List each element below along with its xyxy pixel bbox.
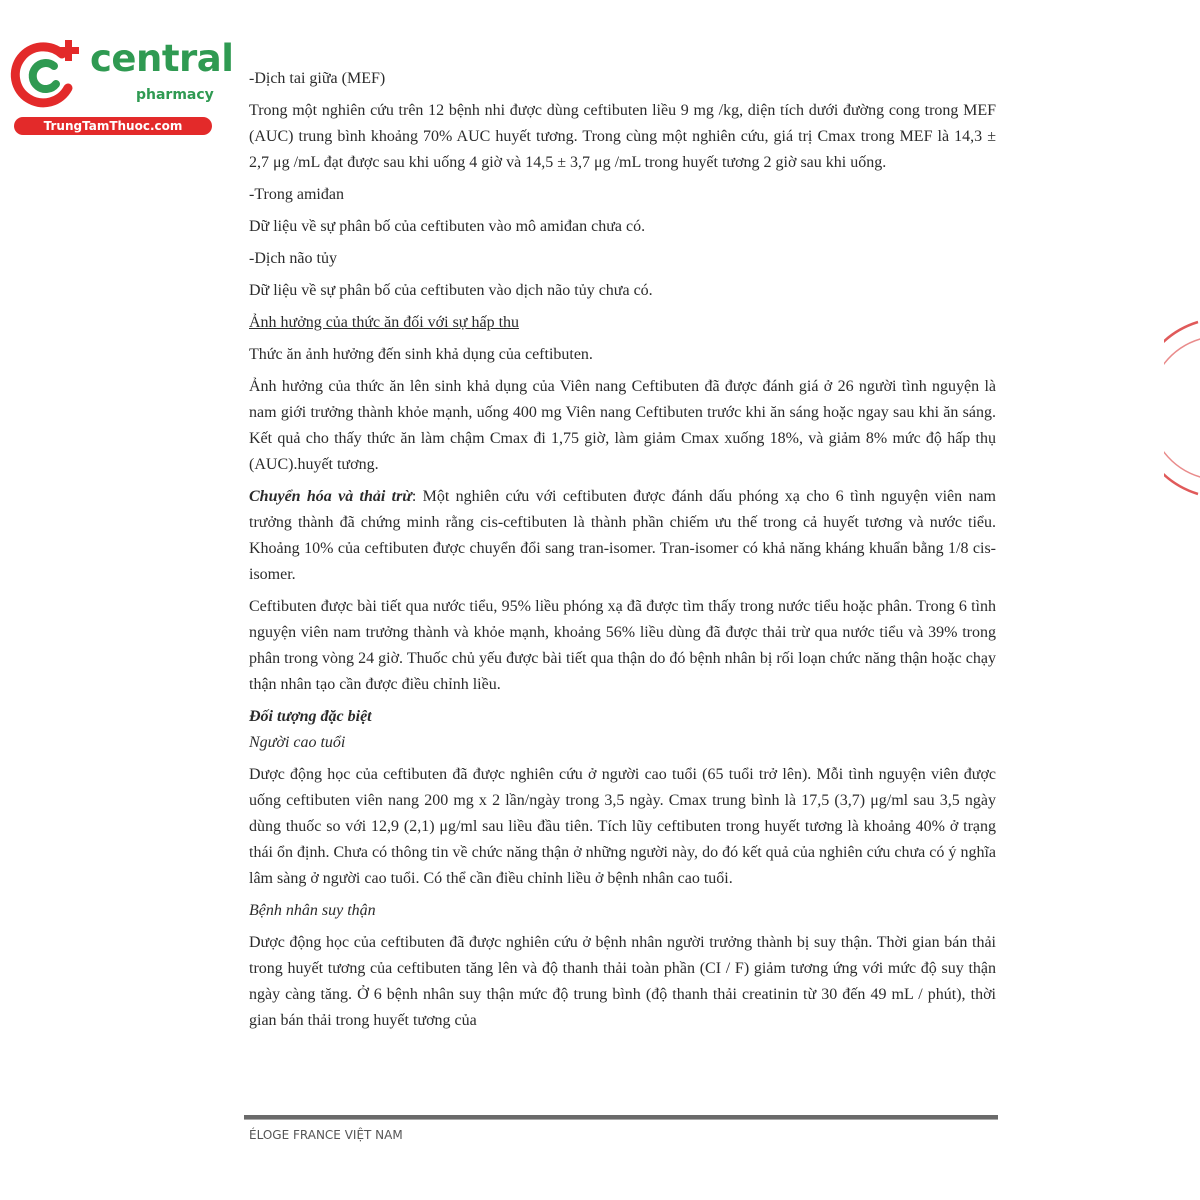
section-csf-heading: -Dịch não tủy [249, 250, 337, 267]
central-pharmacy-logo [10, 37, 234, 138]
logo-subtitle: pharmacy [136, 87, 214, 103]
paragraph-metabolism [249, 484, 996, 588]
subsection-elderly-heading: Người cao tuổi [249, 734, 346, 751]
pharmacy-logo-icon [10, 40, 88, 112]
document-body [249, 66, 996, 1034]
section-mef-heading: -Dịch tai giữa (MEF) [249, 70, 386, 87]
section-special-populations-heading: Đối tượng đặc biệt [249, 708, 372, 725]
paragraph-excretion: Ceftibuten được bài tiết qua nước tiểu, 95% liều phóng xạ đã được tìm thấy trong nước tiểu hoặc phân. Trong 6 tình nguyện viên nam trưởng thành và khỏe mạnh, khoảng 56% liều dùng đã được thải trừ qua nước tiểu và 39% trong phân trong vòng 24 giờ. Thuốc chủ yếu được bài tiết qua thận do đó bệnh nhân bị rối loạn chức năng thận hoặc chạy thận nhân tạo cần được điều chỉnh liều. [249, 598, 996, 693]
logo-website: TrungTamThuoc.com [14, 117, 212, 135]
section-tonsil-heading: -Trong amiđan [249, 186, 344, 203]
paragraph-food-study: Ảnh hưởng của thức ăn lên sinh khả dụng của Viên nang Ceftibuten đã được đánh giá ở 26 người tình nguyện là nam giới trưởng thành khỏe mạnh, uống 400 mg Viên nang Ceftibuten trước khi ăn sáng hoặc ngay sau khi ăn sáng. Kết quả cho thấy thức ăn làm chậm Cmax đi 1,75 giờ, làm giảm Cmax xuống 18%, và giảm 8% mức độ hấp thụ (AUC).huyết tương. [249, 378, 996, 473]
footer-divider [244, 1115, 998, 1120]
metabolism-text: : Một nghiên cứu với ceftibuten được đánh dấu phóng xạ cho 6 tình nguyện viên nam trưởng thành đã chứng minh rằng cis-ceftibuten là thành phần chiếm ưu thế trong cả huyết tương và nước tiểu. Khoảng 10% của ceftibuten được chuyển đổi sang tran-isomer. Tran-isomer có khả năng kháng khuẩn bằng 1/8 cis-isomer. [249, 488, 996, 583]
paragraph-csf: Dữ liệu về sự phân bố của ceftibuten vào dịch não tủy chưa có. [249, 282, 653, 299]
paragraph-elderly: Dược động học của ceftibuten đã được nghiên cứu ở người cao tuổi (65 tuổi trở lên). Mỗi tình nguyện viên được uống ceftibuten viên nang 200 mg x 2 lần/ngày trong 3,5 ngày. Cmax trung bình là 17,5 (3,7) μg/ml sau 3,5 ngày dùng thuốc so với 12,9 (2,1) μg/ml sau liều đầu tiên. Tích lũy ceftibuten trong huyết tương là khoảng 40% ở trạng thái ổn định. Chưa có thông tin về chức năng thận ở những người này, do đó kết quả của nghiên cứu chưa có ý nghĩa lâm sàng ở người cao tuổi. Có thể cần điều chỉnh liều ở bệnh nhân cao tuổi. [249, 766, 996, 887]
paragraph-mef: Trong một nghiên cứu trên 12 bệnh nhi được dùng ceftibuten liều 9 mg /kg, diện tích dưới đường cong trong MEF (AUC) trung bình khoảng 70% AUC huyết tương. Trong cùng một nghiên cứu, giá trị Cmax trong MEF là 14,3 ± 2,7 μg /mL đạt được sau khi uống 4 giờ và 14,5 ± 3,7 μg /mL trong huyết tương 2 giờ sau khi uống. [249, 102, 996, 171]
subsection-renal-heading: Bệnh nhân suy thận [249, 902, 376, 919]
section-food-heading: Ảnh hưởng của thức ăn đối với sự hấp thu [249, 314, 520, 331]
metabolism-heading: Chuyển hóa và thải trừ [249, 488, 412, 505]
paragraph-renal: Dược động học của ceftibuten đã được nghiên cứu ở bệnh nhân người trưởng thành bị suy thận. Thời gian bán thải trong huyết tương của ceftibuten tăng lên và độ thanh thải toàn phần (CI / F) giảm tương ứng với mức độ suy thận ngày càng tăng. Ở 6 bệnh nhân suy thận mức độ trung bình (độ thanh thải creatinin từ 30 đến 49 mL / phút), thời gian bán thải trong huyết tương của [249, 934, 996, 1029]
logo-brand-name: central [90, 37, 234, 80]
paragraph-food-intro: Thức ăn ảnh hưởng đến sinh khả dụng của ceftibuten. [249, 346, 593, 363]
footer-company-name: ÉLOGE FRANCE VIỆT NAM [249, 1128, 403, 1142]
paragraph-tonsil: Dữ liệu về sự phân bố của ceftibuten vào mô amiđan chưa có. [249, 218, 646, 235]
red-stamp-fragment [1164, 318, 1200, 498]
